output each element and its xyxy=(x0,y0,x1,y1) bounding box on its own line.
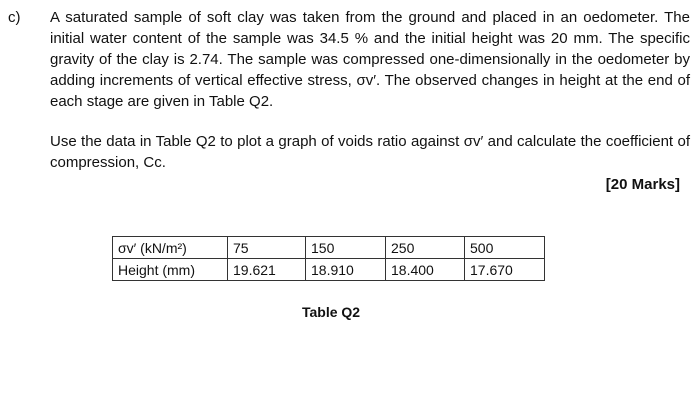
table-cell: 75 xyxy=(228,237,306,259)
data-table xyxy=(112,236,545,281)
table-cell: 250 xyxy=(386,237,465,259)
table-caption: Table Q2 xyxy=(302,304,361,320)
question-paragraph-1: A saturated sample of soft clay was taken from the ground and placed in an oedometer. The initial water content of the sample was 34.5 % and the initial height was 20 mm. The specific gravity of the clay is 2.74. The sample was compressed one-dimensionally in the oedometer by adding increments of vertical effective stress, σv′. The observed changes in height at the end of each stage are given in Table Q2. xyxy=(50,9,690,110)
table-header-height: Height (mm) xyxy=(113,259,228,281)
table-row-height xyxy=(113,259,545,281)
table-cell: 150 xyxy=(306,237,386,259)
table-cell: 18.910 xyxy=(306,259,386,281)
table-cell: 19.621 xyxy=(228,259,306,281)
question-label: c) xyxy=(8,9,21,26)
table-cell: 500 xyxy=(465,237,545,259)
table-cell: 18.400 xyxy=(386,259,465,281)
table-header-stress: σv′ (kN/m²) xyxy=(113,237,228,259)
question-paragraph-2: Use the data in Table Q2 to plot a graph of voids ratio against σv′ and calculate the coefficient of compression, Cc. xyxy=(50,133,690,171)
marks-allocation: [20 Marks] xyxy=(605,176,680,193)
table-cell: 17.670 xyxy=(465,259,545,281)
table-row-stress xyxy=(113,237,545,259)
